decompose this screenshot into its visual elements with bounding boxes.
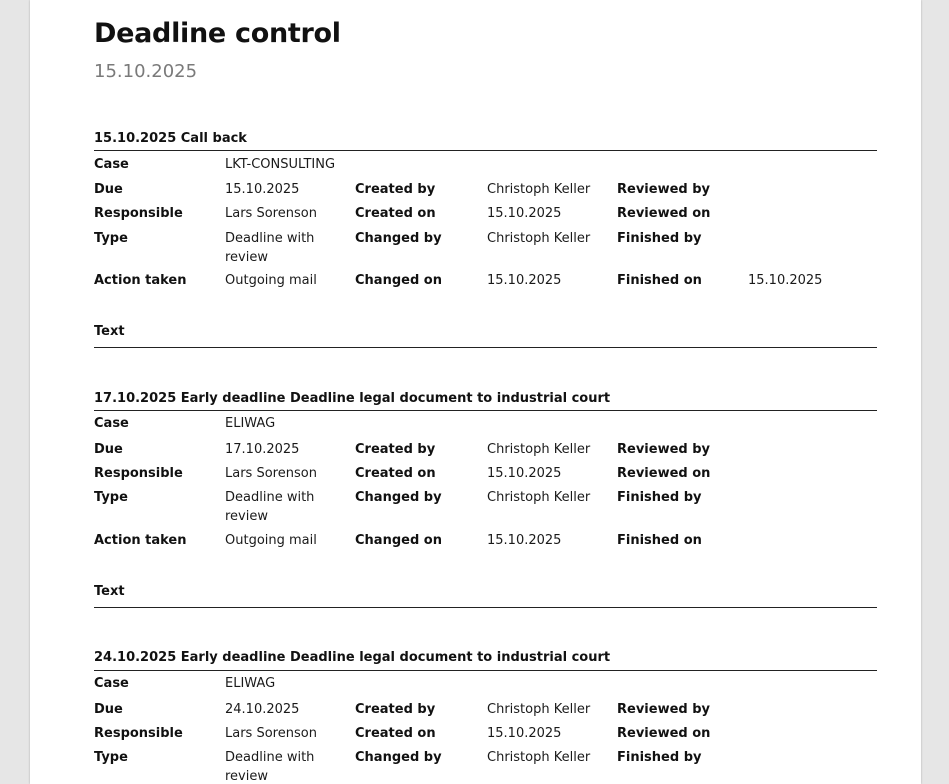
label-type: Type [94, 750, 128, 765]
value-case: ELIWAG [225, 676, 276, 691]
value-responsible: Lars Sorenson [225, 206, 317, 221]
label-responsible: Responsible [94, 206, 183, 221]
heading-rule [94, 150, 877, 151]
value-changed-on: 15.10.2025 [487, 533, 562, 548]
label-type: Type [94, 231, 128, 246]
label-finished-on: Finished on [617, 273, 702, 288]
value-changed-by: Christoph Keller [487, 490, 591, 505]
value-changed-by: Christoph Keller [487, 750, 591, 765]
value-changed-on: 15.10.2025 [487, 273, 562, 288]
label-action-taken: Action taken [94, 533, 187, 548]
value-created-by: Christoph Keller [487, 442, 591, 457]
label-text: Text [94, 584, 125, 599]
label-changed-by: Changed by [355, 750, 442, 765]
label-created-by: Created by [355, 442, 436, 457]
value-type: Deadline with review [225, 490, 315, 524]
value-action-taken: Outgoing mail [225, 273, 317, 288]
value-created-on: 15.10.2025 [487, 726, 562, 741]
value-created-on: 15.10.2025 [487, 466, 562, 481]
label-text: Text [94, 324, 125, 339]
label-type: Type [94, 490, 128, 505]
label-finished-by: Finished by [617, 490, 702, 505]
entry-heading: 15.10.2025 Call back [94, 131, 247, 146]
label-created-on: Created on [355, 466, 436, 481]
value-case: ELIWAG [225, 416, 276, 431]
label-due: Due [94, 182, 123, 197]
value-finished-on: 15.10.2025 [748, 273, 823, 288]
value-created-on: 15.10.2025 [487, 206, 562, 221]
entry-end-rule [94, 607, 877, 608]
label-changed-by: Changed by [355, 231, 442, 246]
value-type: Deadline with review [225, 750, 315, 784]
label-changed-by: Changed by [355, 490, 442, 505]
value-created-by: Christoph Keller [487, 182, 591, 197]
label-finished-by: Finished by [617, 231, 702, 246]
value-type: Deadline with review [225, 231, 315, 265]
label-created-by: Created by [355, 702, 436, 717]
entry-heading: 17.10.2025 Early deadline Deadline legal document to industrial court [94, 391, 611, 406]
heading-rule [94, 410, 877, 411]
label-reviewed-on: Reviewed on [617, 206, 711, 221]
label-finished-by: Finished by [617, 750, 702, 765]
label-finished-on: Finished on [617, 533, 702, 548]
label-changed-on: Changed on [355, 533, 442, 548]
document-page [30, 0, 921, 784]
page-title: Deadline control [94, 18, 341, 49]
label-due: Due [94, 702, 123, 717]
entry-heading: 24.10.2025 Early deadline Deadline legal document to industrial court [94, 650, 611, 665]
value-due: 24.10.2025 [225, 702, 300, 717]
label-reviewed-by: Reviewed by [617, 442, 711, 457]
label-changed-on: Changed on [355, 273, 442, 288]
label-reviewed-by: Reviewed by [617, 702, 711, 717]
report-date: 15.10.2025 [94, 61, 198, 82]
label-reviewed-by: Reviewed by [617, 182, 711, 197]
label-reviewed-on: Reviewed on [617, 466, 711, 481]
value-action-taken: Outgoing mail [225, 533, 317, 548]
label-action-taken: Action taken [94, 273, 187, 288]
entry-end-rule [94, 347, 877, 348]
value-responsible: Lars Sorenson [225, 466, 317, 481]
label-created-on: Created on [355, 206, 436, 221]
value-changed-by: Christoph Keller [487, 231, 591, 246]
value-created-by: Christoph Keller [487, 702, 591, 717]
value-case: LKT-CONSULTING [225, 157, 336, 172]
value-responsible: Lars Sorenson [225, 726, 317, 741]
value-due: 17.10.2025 [225, 442, 300, 457]
label-responsible: Responsible [94, 466, 183, 481]
heading-rule [94, 670, 877, 671]
label-due: Due [94, 442, 123, 457]
value-due: 15.10.2025 [225, 182, 300, 197]
label-responsible: Responsible [94, 726, 183, 741]
label-created-on: Created on [355, 726, 436, 741]
label-case: Case [94, 157, 129, 172]
label-reviewed-on: Reviewed on [617, 726, 711, 741]
label-case: Case [94, 676, 129, 691]
label-created-by: Created by [355, 182, 436, 197]
label-case: Case [94, 416, 129, 431]
